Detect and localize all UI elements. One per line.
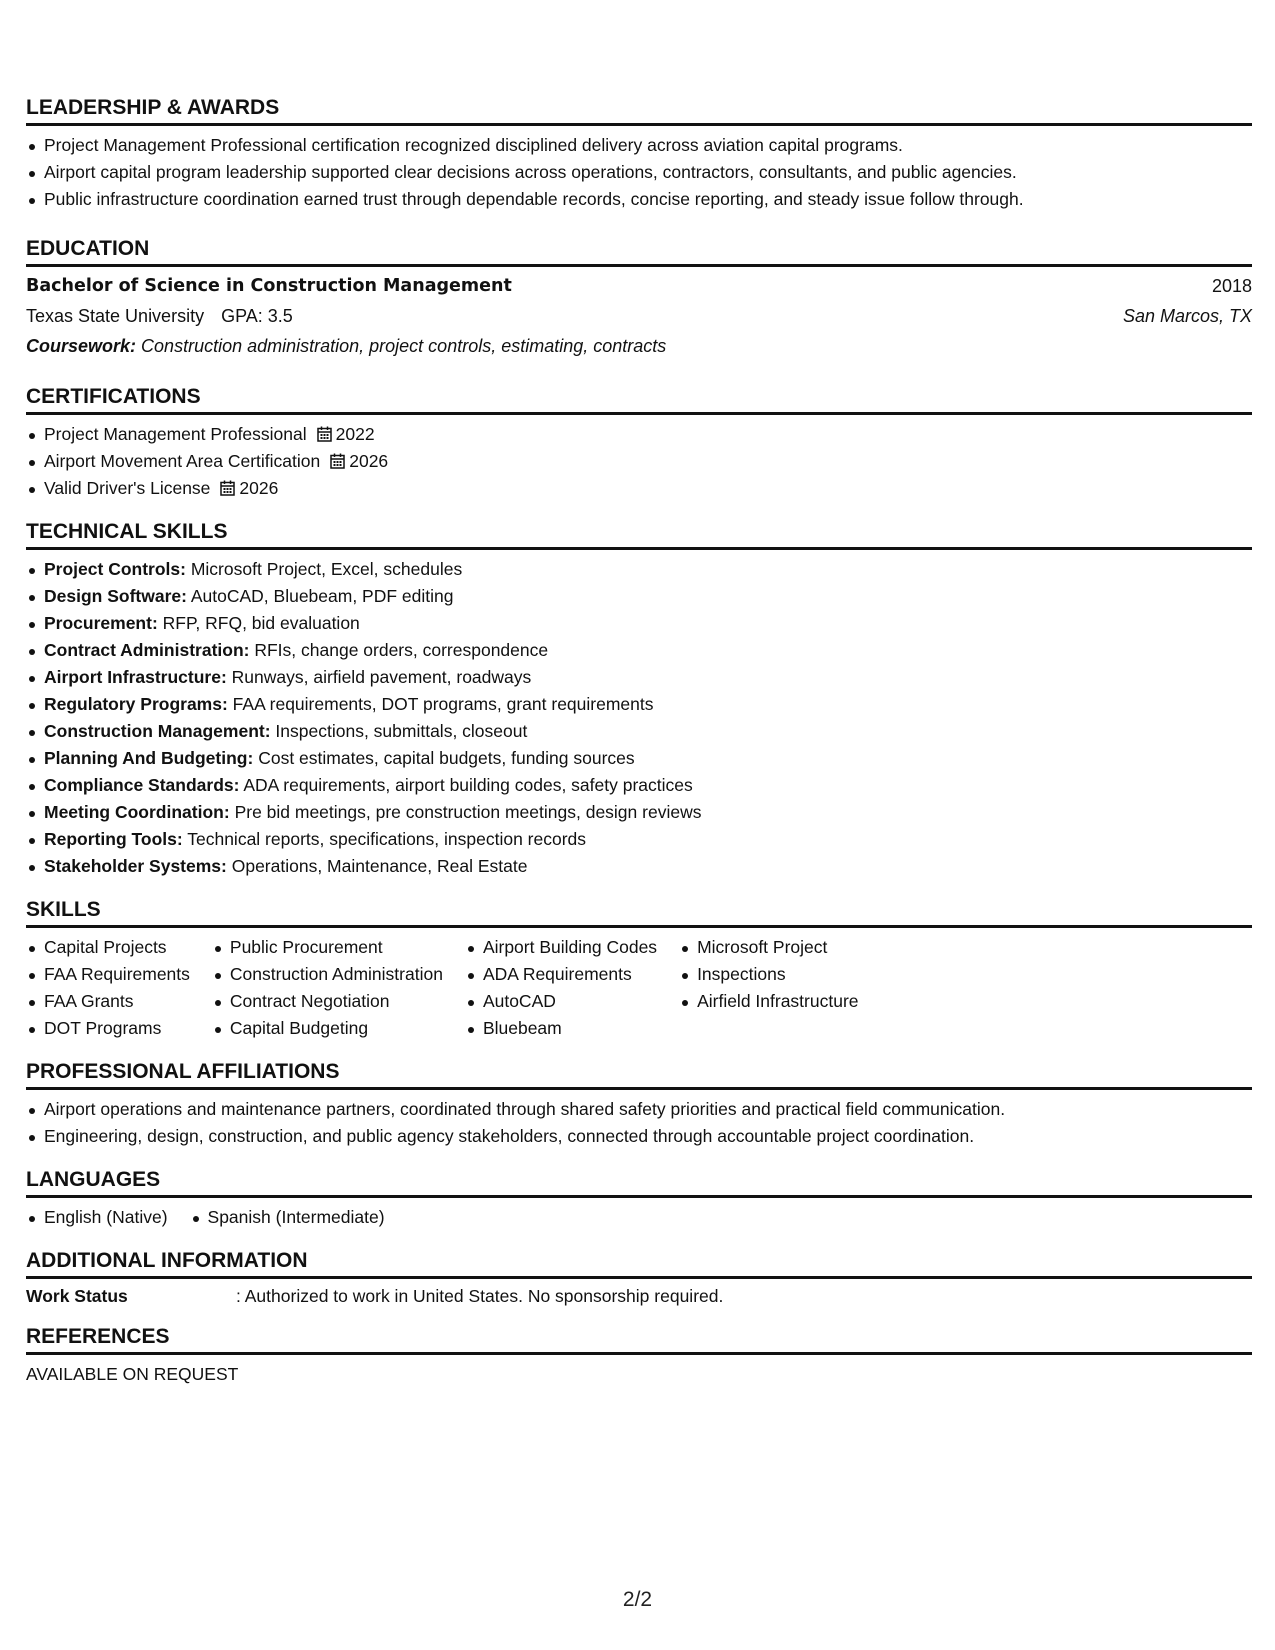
list-item: Public infrastructure coordination earned trust through dependable records, concise reporting, and steady issue follow through. — [26, 186, 1252, 213]
skill-label: Planning And Budgeting: — [44, 748, 254, 768]
skill-value: Microsoft Project, Excel, schedules — [190, 559, 463, 579]
skill-label: Contract Administration: — [44, 640, 250, 660]
list-item: Public Procurement — [212, 934, 443, 961]
calendar-icon — [330, 453, 345, 469]
list-item — [26, 448, 1252, 475]
certification-year: 2026 — [239, 478, 279, 498]
list-item — [26, 853, 1252, 880]
languages-section — [26, 1168, 1252, 1231]
skill-value: Inspections, submittals, closeout — [275, 721, 528, 741]
list-item — [26, 637, 1252, 664]
leadership-list — [26, 132, 1252, 213]
skill-label: Project Controls: — [44, 559, 186, 579]
coursework-label: Coursework: — [26, 336, 137, 356]
list-item — [26, 691, 1252, 718]
certification-name: Airport Movement Area Certification — [44, 451, 321, 471]
skill-value: Technical reports, specifications, inspection records — [187, 829, 587, 849]
section-title: PROFESSIONAL AFFILIATIONS — [26, 1060, 1252, 1090]
skill-label: Regulatory Programs: — [44, 694, 228, 714]
list-item — [26, 745, 1252, 772]
skill-label: Reporting Tools: — [44, 829, 183, 849]
certifications-section — [26, 385, 1252, 502]
skill-label: Stakeholder Systems: — [44, 856, 227, 876]
section-title: REFERENCES — [26, 1325, 1252, 1355]
section-title: SKILLS — [26, 898, 1252, 928]
section-title: EDUCATION — [26, 237, 1252, 267]
list-item: Airport capital program leadership supported clear decisions across operations, contractors, consultants, and public agencies. — [26, 159, 1252, 186]
skills-column — [679, 934, 858, 1042]
skill-value: RFIs, change orders, correspondence — [254, 640, 549, 660]
certification-name: Project Management Professional — [44, 424, 307, 444]
section-title: LEADERSHIP & AWARDS — [26, 96, 1252, 126]
skill-value: Pre bid meetings, pre construction meetings, design reviews — [234, 802, 702, 822]
education-row — [26, 271, 1252, 301]
skills-section — [26, 898, 1252, 1042]
coursework-text: Construction administration, project controls, estimating, contracts — [141, 336, 667, 356]
gpa: GPA: 3.5 — [221, 306, 293, 326]
work-status-row — [26, 1281, 1252, 1311]
list-item — [26, 772, 1252, 799]
list-item — [26, 610, 1252, 637]
skill-label: Procurement: — [44, 613, 158, 633]
list-item: Bluebeam — [465, 1015, 657, 1042]
skill-label: Meeting Coordination: — [44, 802, 230, 822]
list-item — [26, 664, 1252, 691]
technical-skills-list — [26, 556, 1252, 880]
list-item: Capital Projects — [26, 934, 190, 961]
list-item — [26, 556, 1252, 583]
graduation-year: 2018 — [1211, 276, 1252, 296]
skills-column — [212, 934, 443, 1042]
references-section — [26, 1325, 1252, 1389]
list-item: AutoCAD — [465, 988, 657, 1015]
calendar-icon — [317, 426, 332, 442]
section-title: TECHNICAL SKILLS — [26, 520, 1252, 550]
section-title: CERTIFICATIONS — [26, 385, 1252, 415]
list-item: Engineering, design, construction, and public agency stakeholders, connected through accountable project coordination. — [26, 1123, 1252, 1150]
list-item: FAA Requirements — [26, 961, 190, 988]
certification-year: 2026 — [349, 451, 389, 471]
skills-grid — [26, 934, 1252, 1042]
degree: Bachelor of Science in Construction Management — [26, 276, 512, 296]
list-item — [26, 826, 1252, 853]
skills-column — [26, 934, 190, 1042]
skill-label: Design Software: — [44, 586, 187, 606]
certifications-list — [26, 421, 1252, 502]
list-item: Microsoft Project — [679, 934, 858, 961]
additional-info-section — [26, 1249, 1252, 1311]
skill-value: Runways, airfield pavement, roadways — [231, 667, 532, 687]
school-name: Texas State University — [26, 306, 205, 326]
coursework-row — [26, 331, 1252, 361]
list-item: Project Management Professional certification recognized disciplined delivery across aviation capital programs. — [26, 132, 1252, 159]
resume-page — [26, 96, 1252, 1389]
affiliations-section — [26, 1060, 1252, 1150]
certification-year: 2022 — [335, 424, 375, 444]
page-number: 2/2 — [622, 1588, 653, 1611]
references-text: AVAILABLE ON REQUEST — [26, 1364, 239, 1384]
list-item — [26, 799, 1252, 826]
list-item: Contract Negotiation — [212, 988, 443, 1015]
list-item: Construction Administration — [212, 961, 443, 988]
section-title: ADDITIONAL INFORMATION — [26, 1249, 1252, 1279]
skill-value: Cost estimates, capital budgets, funding sources — [258, 748, 635, 768]
list-item: ADA Requirements — [465, 961, 657, 988]
list-item: Airport Building Codes — [465, 934, 657, 961]
list-item: Spanish (Intermediate) — [190, 1204, 385, 1231]
coursework-line — [26, 331, 666, 361]
skill-value: FAA requirements, DOT programs, grant requirements — [232, 694, 654, 714]
list-item: English (Native) — [26, 1204, 168, 1231]
list-item: Airfield Infrastructure — [679, 988, 858, 1015]
skills-column — [465, 934, 657, 1042]
list-item: DOT Programs — [26, 1015, 190, 1042]
affiliations-list — [26, 1096, 1252, 1150]
list-item — [26, 583, 1252, 610]
section-title: LANGUAGES — [26, 1168, 1252, 1198]
school-location: San Marcos, TX — [1122, 306, 1252, 326]
skill-value: Operations, Maintenance, Real Estate — [231, 856, 528, 876]
list-item: Inspections — [679, 961, 858, 988]
list-item: FAA Grants — [26, 988, 190, 1015]
skill-value: ADA requirements, airport building codes, safety practices — [243, 775, 693, 795]
skill-value: RFP, RFQ, bid evaluation — [162, 613, 360, 633]
skill-value: AutoCAD, Bluebeam, PDF editing — [190, 586, 454, 606]
skill-label: Airport Infrastructure: — [44, 667, 227, 687]
work-status-label: Work Status — [26, 1286, 128, 1306]
education-section — [26, 237, 1252, 361]
list-item — [26, 718, 1252, 745]
school-line — [26, 301, 293, 331]
leadership-section — [26, 96, 1252, 213]
list-item — [26, 421, 1252, 448]
list-item — [26, 475, 1252, 502]
skill-label: Compliance Standards: — [44, 775, 240, 795]
list-item: Capital Budgeting — [212, 1015, 443, 1042]
languages-list — [26, 1204, 1252, 1231]
technical-skills-section — [26, 520, 1252, 880]
list-item: Airport operations and maintenance partners, coordinated through shared safety priorities and practical field communication. — [26, 1096, 1252, 1123]
work-status-value: : Authorized to work in United States. No sponsorship required. — [236, 1286, 724, 1306]
calendar-icon — [220, 480, 235, 496]
certification-name: Valid Driver's License — [44, 478, 211, 498]
education-row — [26, 301, 1252, 331]
skill-label: Construction Management: — [44, 721, 271, 741]
